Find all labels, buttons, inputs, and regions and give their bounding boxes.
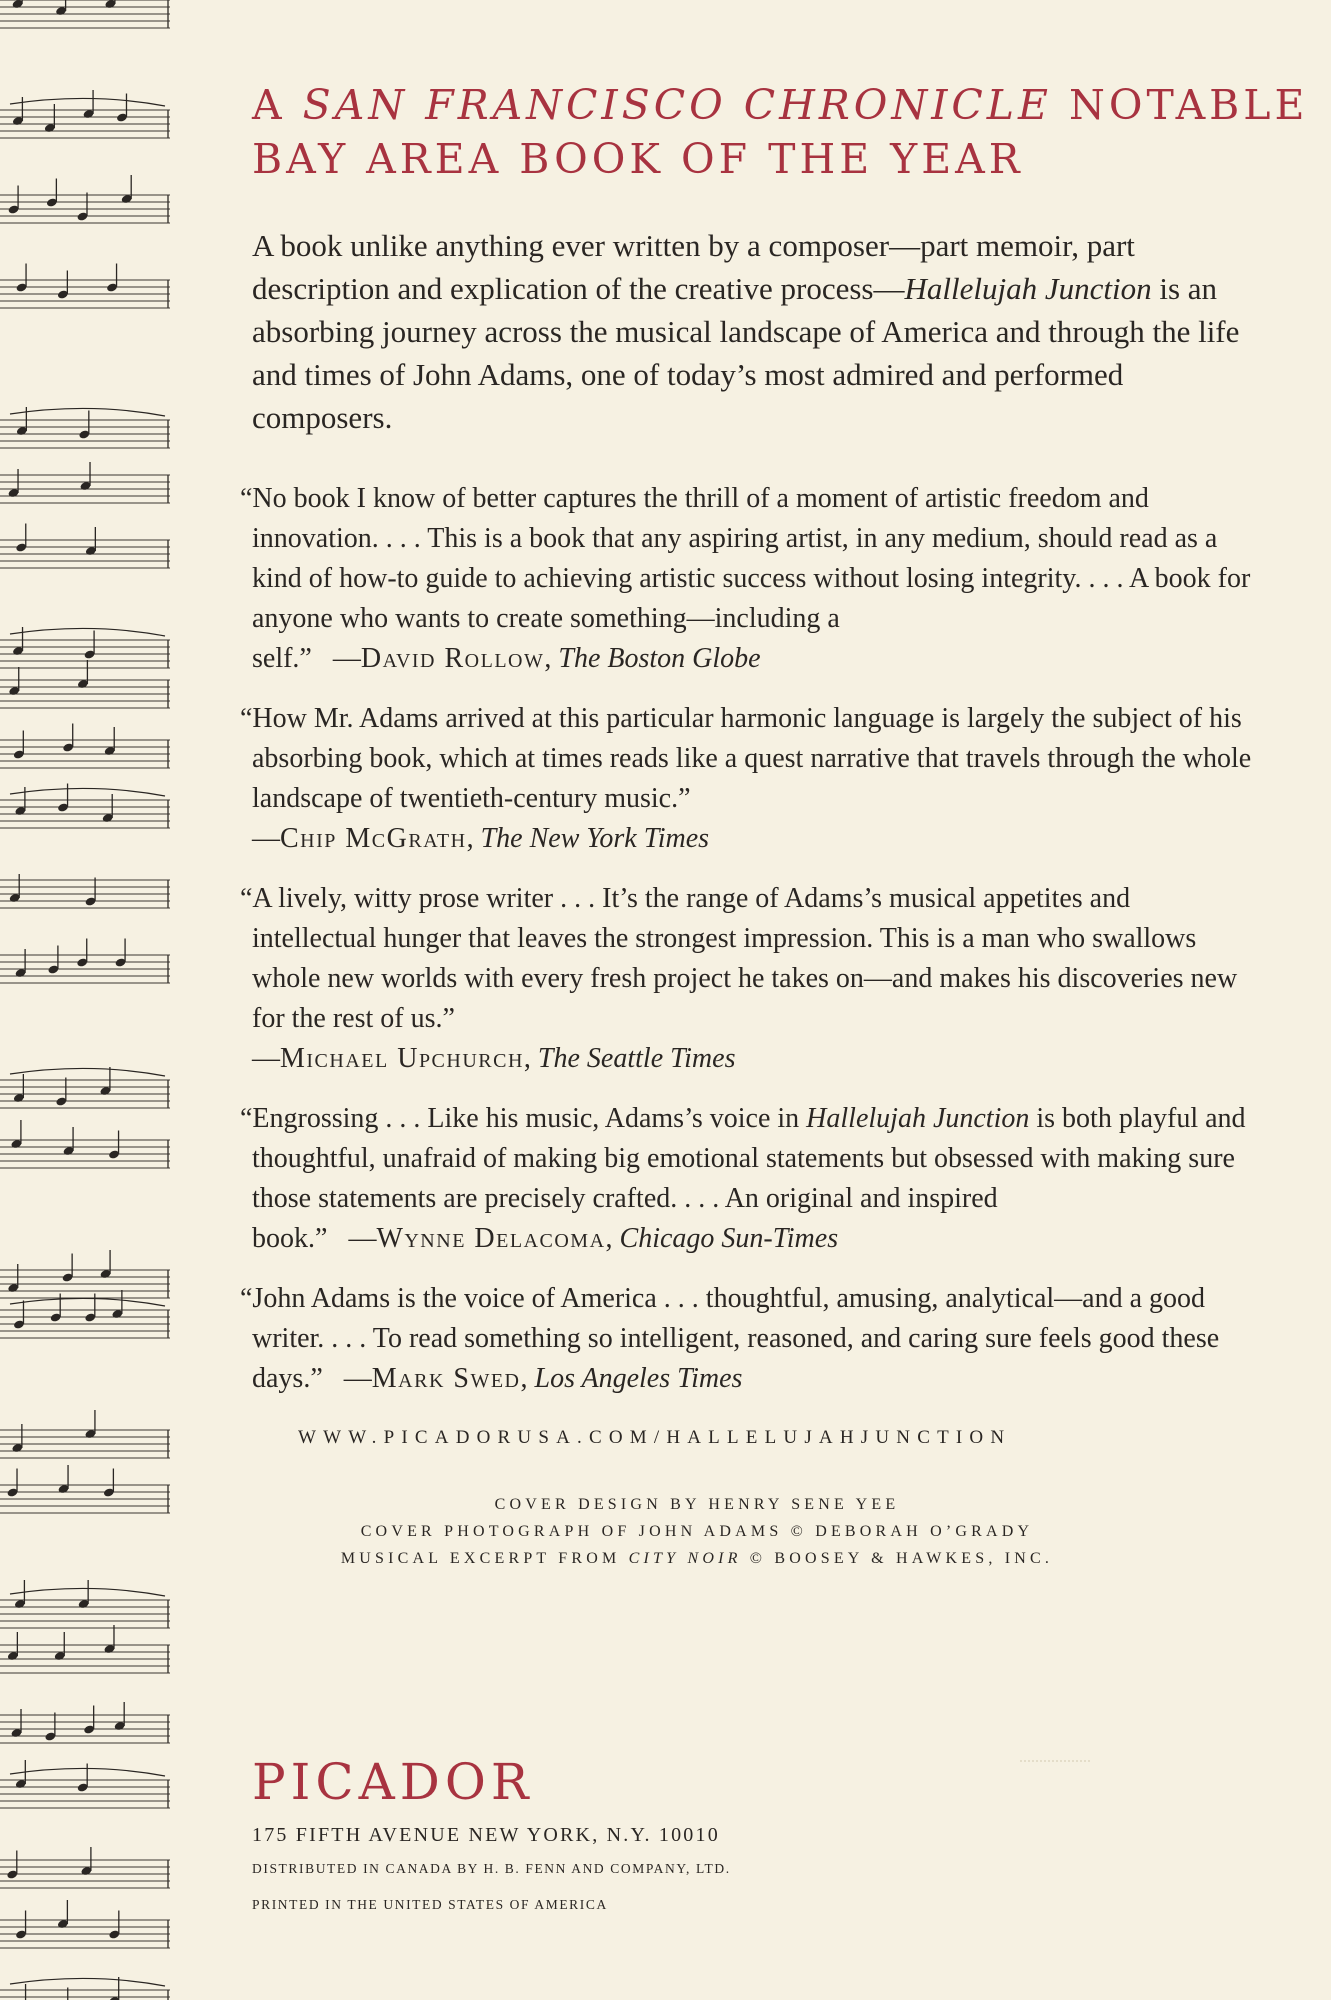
review-quote: “How Mr. Adams arrived at this particular harmonic language is largely the subject of his absorbing book, which at times reads like a quest narrative that travels through the whole landscape of twentieth-century music.” —Chip McGrath, The New York Times — [240, 703, 1252, 854]
back-cover-text — [240, 78, 1309, 1572]
book-title: Hallelujah Junction — [904, 271, 1152, 306]
sheet-music-excerpt — [0, 0, 175, 2000]
slur — [10, 98, 165, 106]
printed-note: PRINTED IN THE UNITED STATES OF AMERICA — [252, 1897, 608, 1912]
reviewer-name: Chip McGrath — [280, 823, 467, 854]
cover-credits — [197, 1491, 1197, 1572]
slur — [10, 1978, 165, 1986]
slur — [10, 1298, 165, 1306]
review-quote: “Engrossing . . . Like his music, Adams’s voice in Hallelujah Junction is both playful and thoughtful, unafraid of making big emotional statements but obsessed with making sure those statements are precisely crafted. . . . An original and inspired book.” —Wynne Delacoma, Chicago Sun-Times — [240, 1103, 1246, 1254]
reviewer-name: David Rollow — [360, 643, 545, 674]
quote-attribution: —Michael Upchurch, The Seattle Times — [252, 1043, 736, 1074]
quote-attribution: —David Rollow, The Boston Globe — [332, 643, 761, 674]
slur — [10, 1068, 165, 1076]
quote-attribution: —Mark Swed, Los Angeles Times — [343, 1363, 743, 1394]
review-quotes — [240, 479, 1252, 1399]
publisher-logo: PICADOR — [252, 1753, 534, 1811]
reviewer-name: Michael Upchurch — [280, 1043, 524, 1074]
slur — [10, 408, 165, 416]
quote-attribution: —Wynne Delacoma, Chicago Sun-Times — [348, 1223, 839, 1254]
book-description: A book unlike anything ever written by a composer—part memoir, part description and explication of the creative process—Hallelujah Junction is an absorbing journey across the musical landscape of America and through the life and times of John Adams, one of today’s most admired and performed composers. — [252, 228, 1240, 435]
design-credit: COVER DESIGN BY HENRY SENE YEE — [494, 1496, 900, 1513]
distribution-note: DISTRIBUTED IN CANADA BY H. B. FENN AND COMPANY, LTD. — [252, 1861, 731, 1876]
website-url: WWW.PICADORUSA.COM/HALLELUJAHJUNCTION — [298, 1427, 1012, 1448]
review-source: Chicago Sun-Times — [619, 1223, 839, 1254]
decorative-dots — [1020, 1760, 1090, 1762]
award-headline: A SAN FRANCISCO CHRONICLE NOTABLE BAY AREA BOOK OF THE YEAR — [252, 81, 1309, 183]
review-quote: “No book I know of better captures the thrill of a moment of artistic freedom and innovation. . . . This is a book that any aspiring artist, in any medium, should read as a kind of how-to guide to achieving artistic success without losing integrity. . . . A book for anyone who wants to create something—including a self.” —David Rollow, The Boston Globe — [240, 483, 1251, 674]
publisher-address: 175 FIFTH AVENUE NEW YORK, N.Y. 10010 — [252, 1824, 720, 1846]
review-quote: “John Adams is the voice of America . . . thoughtful, amusing, analytical—and a good writer. . . . To read something so intelligent, reasoned, and caring sure feels good these days.” —Mark Swed, Los Angeles Times — [240, 1283, 1220, 1394]
review-source: The Seattle Times — [537, 1043, 736, 1074]
slur — [10, 788, 165, 796]
reviewer-name: Mark Swed — [371, 1363, 521, 1394]
review-source: Los Angeles Times — [534, 1363, 743, 1394]
reviewer-name: Wynne Delacoma — [376, 1223, 606, 1254]
review-source: The New York Times — [480, 823, 710, 854]
photo-credit: COVER PHOTOGRAPH OF JOHN ADAMS © DEBORAH O’GRADY — [360, 1523, 1034, 1540]
slur — [10, 628, 165, 636]
quote-attribution: —Chip McGrath, The New York Times — [252, 823, 710, 854]
review-source: The Boston Globe — [558, 643, 761, 674]
publisher-block — [252, 1752, 731, 1933]
publication-name: SAN FRANCISCO CHRONICLE — [302, 81, 1052, 129]
review-quote: “A lively, witty prose writer . . . It’s the range of Adams’s musical appetites and intellectual hunger that leaves the strongest impression. This is a man who swallows whole new worlds with every fresh project he takes on—and makes his discoveries new for the rest of us.” —Michael Upchurch, The Seattle Times — [240, 883, 1238, 1074]
excerpt-credit: MUSICAL EXCERPT FROM CITY NOIR © BOOSEY & HAWKES, INC. — [340, 1550, 1054, 1567]
